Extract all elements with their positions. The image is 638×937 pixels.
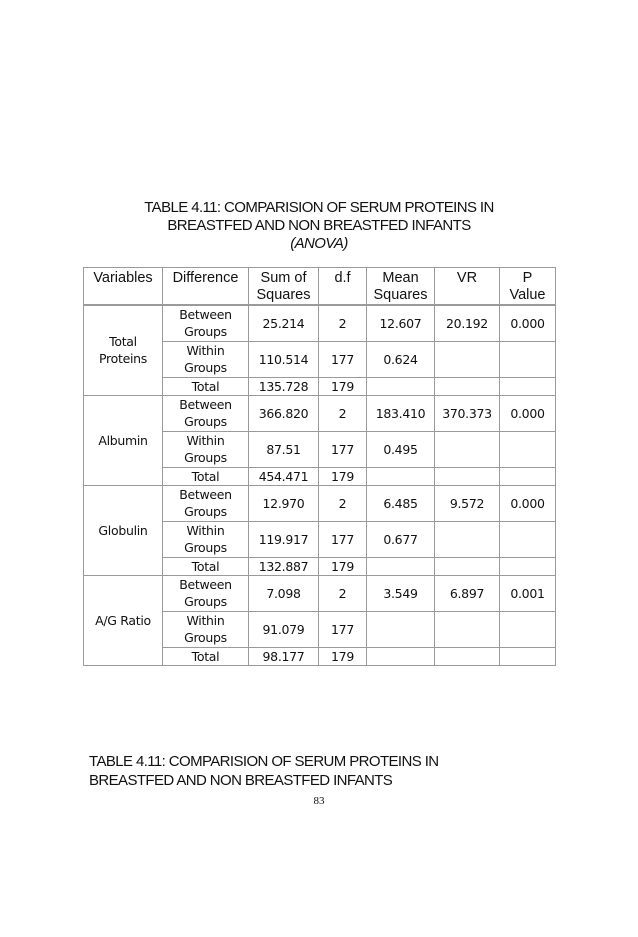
mean-squares-cell: 12.607 [367, 305, 435, 341]
p-value-cell [500, 467, 556, 485]
sum-of-squares-cell: 87.51 [249, 431, 319, 467]
mean-squares-cell: 183.410 [367, 395, 435, 431]
bottom-caption-line-1: TABLE 4.11: COMPARISION OF SERUM PROTEINS IN [89, 753, 439, 770]
p-value-cell [500, 377, 556, 395]
sum-of-squares-cell: 25.214 [249, 305, 319, 341]
vr-cell: 6.897 [435, 575, 500, 611]
header-p-value: P Value [500, 268, 556, 306]
difference-cell: Between Groups [163, 395, 249, 431]
p-value-cell [500, 611, 556, 647]
p-value-cell [500, 431, 556, 467]
df-cell: 2 [319, 305, 367, 341]
p-value-cell [500, 647, 556, 665]
page-number: 83 [313, 795, 325, 807]
difference-cell: Total [163, 647, 249, 665]
mean-squares-cell: 0.495 [367, 431, 435, 467]
vr-cell [435, 341, 500, 377]
vr-cell: 9.572 [435, 485, 500, 521]
table-title-line-1: TABLE 4.11: COMPARISION OF SERUM PROTEINS IN [144, 199, 494, 216]
mean-squares-cell [367, 557, 435, 575]
table-row [84, 305, 556, 341]
vr-cell: 20.192 [435, 305, 500, 341]
sum-of-squares-cell: 110.514 [249, 341, 319, 377]
p-value-cell: 0.000 [500, 485, 556, 521]
sum-of-squares-cell: 366.820 [249, 395, 319, 431]
p-value-cell [500, 521, 556, 557]
mean-squares-cell [367, 611, 435, 647]
mean-squares-cell: 0.677 [367, 521, 435, 557]
sum-of-squares-cell: 454.471 [249, 467, 319, 485]
sum-of-squares-cell: 12.970 [249, 485, 319, 521]
variable-cell: Globulin [84, 485, 163, 575]
variable-cell: Total Proteins [84, 305, 163, 395]
vr-cell [435, 431, 500, 467]
p-value-cell [500, 557, 556, 575]
mean-squares-cell: 3.549 [367, 575, 435, 611]
variable-cell: A/G Ratio [84, 575, 163, 665]
df-cell: 179 [319, 467, 367, 485]
sum-of-squares-cell: 7.098 [249, 575, 319, 611]
vr-cell [435, 557, 500, 575]
header-difference: Difference [163, 268, 249, 306]
sum-of-squares-cell: 119.917 [249, 521, 319, 557]
anova-table [83, 267, 556, 666]
header-df: d.f [319, 268, 367, 306]
difference-cell: Total [163, 467, 249, 485]
table-title-anova: (ANOVA) [290, 235, 348, 252]
vr-cell [435, 611, 500, 647]
difference-cell: Between Groups [163, 575, 249, 611]
difference-cell: Between Groups [163, 485, 249, 521]
table-title-line-2: BREASTFED AND NON BREASTFED INFANTS [167, 217, 471, 234]
df-cell: 177 [319, 431, 367, 467]
vr-cell [435, 377, 500, 395]
bottom-caption [89, 752, 439, 790]
table-header-row [84, 268, 556, 306]
mean-squares-cell: 6.485 [367, 485, 435, 521]
header-variables: Variables [84, 268, 163, 306]
header-vr: VR [435, 268, 500, 306]
mean-squares-cell [367, 467, 435, 485]
table-row [84, 485, 556, 521]
sum-of-squares-cell: 135.728 [249, 377, 319, 395]
df-cell: 179 [319, 377, 367, 395]
difference-cell: Within Groups [163, 431, 249, 467]
vr-cell: 370.373 [435, 395, 500, 431]
p-value-cell [500, 341, 556, 377]
bottom-caption-line-2: BREASTFED AND NON BREASTFED INFANTS [89, 772, 393, 789]
df-cell: 177 [319, 611, 367, 647]
p-value-cell: 0.000 [500, 395, 556, 431]
df-cell: 2 [319, 395, 367, 431]
mean-squares-cell [367, 377, 435, 395]
variable-cell: Albumin [84, 395, 163, 485]
difference-cell: Total [163, 557, 249, 575]
difference-cell: Within Groups [163, 611, 249, 647]
table-row [84, 395, 556, 431]
sum-of-squares-cell: 98.177 [249, 647, 319, 665]
vr-cell [435, 647, 500, 665]
header-sum-of-squares: Sum of Squares [249, 268, 319, 306]
sum-of-squares-cell: 132.887 [249, 557, 319, 575]
difference-cell: Total [163, 377, 249, 395]
difference-cell: Between Groups [163, 305, 249, 341]
df-cell: 179 [319, 557, 367, 575]
difference-cell: Within Groups [163, 521, 249, 557]
vr-cell [435, 521, 500, 557]
vr-cell [435, 467, 500, 485]
mean-squares-cell: 0.624 [367, 341, 435, 377]
df-cell: 179 [319, 647, 367, 665]
p-value-cell: 0.000 [500, 305, 556, 341]
sum-of-squares-cell: 91.079 [249, 611, 319, 647]
table-row [84, 575, 556, 611]
difference-cell: Within Groups [163, 341, 249, 377]
df-cell: 177 [319, 341, 367, 377]
df-cell: 2 [319, 485, 367, 521]
p-value-cell: 0.001 [500, 575, 556, 611]
mean-squares-cell [367, 647, 435, 665]
df-cell: 2 [319, 575, 367, 611]
df-cell: 177 [319, 521, 367, 557]
header-mean-squares: Mean Squares [367, 268, 435, 306]
